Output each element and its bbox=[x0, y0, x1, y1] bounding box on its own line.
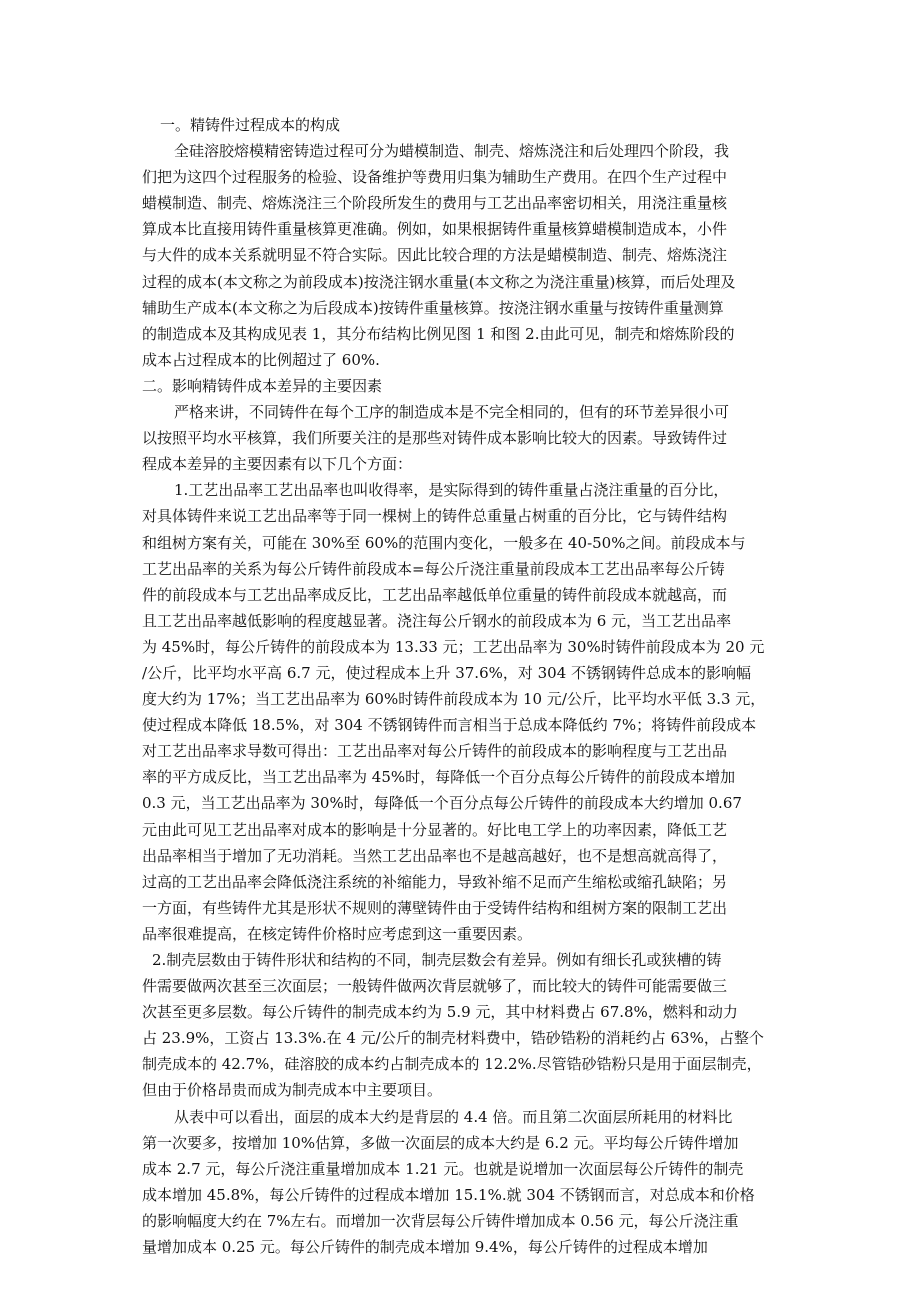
paragraph-line: 们把为这四个过程服务的检验、设备维护等费用归集为辅助生产费用。在四个生产过程中 bbox=[142, 168, 728, 187]
paragraph-line: 的制造成本及其构成见表 1，其分布结构比例见图 1 和图 2.由此可见，制壳和熔炼阶段的 bbox=[142, 324, 735, 343]
section2-intro bbox=[142, 399, 778, 477]
paragraph-line: 算成本比直接用铸件重量核算更准确。例如，如果根据铸件重量核算蜡模制造成本，小件 bbox=[142, 220, 728, 239]
paragraph-line: 工艺出品率的关系为每公斤铸件前段成本=每公斤浇注重量前段成本工艺出品率每公斤铸 bbox=[142, 559, 725, 578]
document-body bbox=[142, 112, 778, 1260]
paragraph-line: 和组树方案有关，可能在 30%至 60%的范围内变化，一般多在 40-50%之间。前段成本与 bbox=[142, 533, 746, 552]
factor-item-1 bbox=[142, 477, 778, 947]
paragraph-line: 使过程成本降低 18.5%，对 304 不锈钢铸件而言相当于总成本降低约 7%；将铸件前段成本 bbox=[142, 716, 757, 735]
paragraph-line: 从表中可以看出，面层的成本大约是背层的 4.4 倍。而且第二次面层所耗用的材料比 bbox=[174, 1107, 733, 1126]
paragraph-line: 率的平方成反比，当工艺出品率为 45%时，每降低一个百分点每公斤铸件的前段成本增加 bbox=[142, 768, 736, 787]
paragraph-line: 一方面，有些铸件尤其是形状不规则的薄壁铸件由于受铸件结构和组树方案的限制工艺出 bbox=[142, 898, 728, 917]
paragraph-line: 为 45%时，每公斤铸件的前段成本为 13.33 元；工艺出品率为 30%时铸件前段成本为 20 元 bbox=[142, 637, 765, 656]
paragraph-line: 占 23.9%，工资占 13.3%.在 4 元/公斤的制壳材料费中，锆砂锆粉的消耗约占 63%，占整个 bbox=[142, 1029, 764, 1048]
section1-paragraph bbox=[142, 138, 778, 373]
table-analysis-paragraph bbox=[142, 1104, 778, 1261]
paragraph-line: 件的前段成本与工艺出品率成反比，工艺出品率越低单位重量的铸件前段成本就越高，而 bbox=[142, 585, 728, 604]
paragraph-line: 的影响幅度大约在 7%左右。而增加一次背层每公斤铸件增加成本 0.56 元，每公斤浇注重 bbox=[142, 1211, 739, 1230]
paragraph-line: 对具体铸件来说工艺出品率等于同一棵树上的铸件总重量占树重的百分比，它与铸件结构 bbox=[142, 507, 728, 526]
paragraph-line: 制壳成本的 42.7%，硅溶胶的成本约占制壳成本的 12.2%.尽管锆砂锆粉只是用于面层制壳， bbox=[142, 1055, 762, 1074]
paragraph-line: /公斤，比平均水平高 6.7 元，使过程成本上升 37.6%，对 304 不锈钢铸件总成本的影响幅 bbox=[142, 663, 752, 682]
paragraph-line: 成本 2.7 元，每公斤浇注重量增加成本 1.21 元。也就是说增加一次面层每公斤铸件的制壳 bbox=[142, 1159, 744, 1178]
paragraph-line: 1.工艺出品率工艺出品率也叫收得率，是实际得到的铸件重量占浇注重量的百分比， bbox=[174, 481, 729, 500]
paragraph-line: 辅助生产成本(本文称之为后段成本)按铸件重量核算。按浇注钢水重量与按铸件重量测算 bbox=[142, 298, 724, 317]
paragraph-line: 成本占过程成本的比例超过了 60%. bbox=[142, 350, 380, 369]
paragraph-line: 以按照平均水平核算，我们所要关注的是那些对铸件成本影响比较大的因素。导致铸件过 bbox=[142, 429, 728, 448]
paragraph-line: 严格来讲，不同铸件在每个工序的制造成本是不完全相同的，但有的环节差异很小可 bbox=[174, 403, 730, 422]
paragraph-line: 度大约为 17%；当工艺出品率为 60%时铸件前段成本为 10 元/公斤，比平均水平低 3.3 元， bbox=[142, 690, 766, 709]
paragraph-line: 但由于价格昂贵而成为制壳成本中主要项目。 bbox=[142, 1081, 443, 1100]
factor-item-2 bbox=[142, 947, 778, 1104]
paragraph-line: 过程的成本(本文称之为前段成本)按浇注钢水重量(本文称之为浇注重量)核算，而后处理及 bbox=[142, 272, 736, 291]
paragraph-line: 全硅溶胶熔模精密铸造过程可分为蜡模制造、制壳、熔炼浇注和后处理四个阶段，我 bbox=[174, 142, 730, 161]
paragraph-line: 与大件的成本关系就明显不符合实际。因此比较合理的方法是蜡模制造、制壳、熔炼浇注 bbox=[142, 246, 728, 265]
paragraph-line: 第一次要多，按增加 10%估算，多做一次面层的成本大约是 6.2 元。平均每公斤铸件增加 bbox=[142, 1133, 739, 1152]
paragraph-line: 0.3 元，当工艺出品率为 30%时，每降低一个百分点每公斤铸件的前段成本大约增加 0.67 bbox=[142, 794, 742, 813]
paragraph-line: 件需要做两次甚至三次面层；一般铸件做两次背层就够了，而比较大的铸件可能需要做三 bbox=[142, 977, 728, 996]
paragraph-line: 对工艺出品率求导数可得出：工艺出品率对每公斤铸件的前段成本的影响程度与工艺出品 bbox=[142, 742, 728, 761]
paragraph-line: 成本增加 45.8%，每公斤铸件的过程成本增加 15.1%.就 304 不锈钢而言，对总成本和价格 bbox=[142, 1185, 755, 1204]
paragraph-line: 出品率相当于增加了无功消耗。当然工艺出品率也不是越高越好，也不是想高就高得了， bbox=[142, 846, 728, 865]
section-heading-1: 一。精铸件过程成本的构成 bbox=[160, 116, 341, 134]
paragraph-line: 量增加成本 0.25 元。每公斤铸件的制壳成本增加 9.4%，每公斤铸件的过程成本增加 bbox=[142, 1238, 708, 1257]
paragraph-line: 品率很难提高，在核定铸件价格时应考虑到这一重要因素。 bbox=[142, 924, 533, 943]
section-heading-2: 二。影响精铸件成本差异的主要因素 bbox=[142, 376, 383, 395]
paragraph-line: 蜡模制造、制壳、熔炼浇注三个阶段所发生的费用与工艺出品率密切相关，用浇注重量核 bbox=[142, 194, 728, 213]
paragraph-line: 2.制壳层数由于铸件形状和结构的不同，制壳层数会有差异。例如有细长孔或狭槽的铸 bbox=[152, 951, 722, 969]
paragraph-line: 次甚至更多层数。每公斤铸件的制壳成本约为 5.9 元，其中材料费占 67.8%，燃料和动力 bbox=[142, 1003, 738, 1022]
paragraph-line: 元由此可见工艺出品率对成本的影响是十分显著的。好比电工学上的功率因素，降低工艺 bbox=[142, 820, 728, 839]
paragraph-line: 程成本差异的主要因素有以下几个方面： bbox=[142, 455, 413, 474]
paragraph-line: 过高的工艺出品率会降低浇注系统的补缩能力，导致补缩不足而产生缩松或缩孔缺陷；另 bbox=[142, 872, 728, 891]
paragraph-line: 且工艺出品率越低影响的程度越显著。浇注每公斤钢水的前段成本为 6 元，当工艺出品率 bbox=[142, 611, 732, 630]
